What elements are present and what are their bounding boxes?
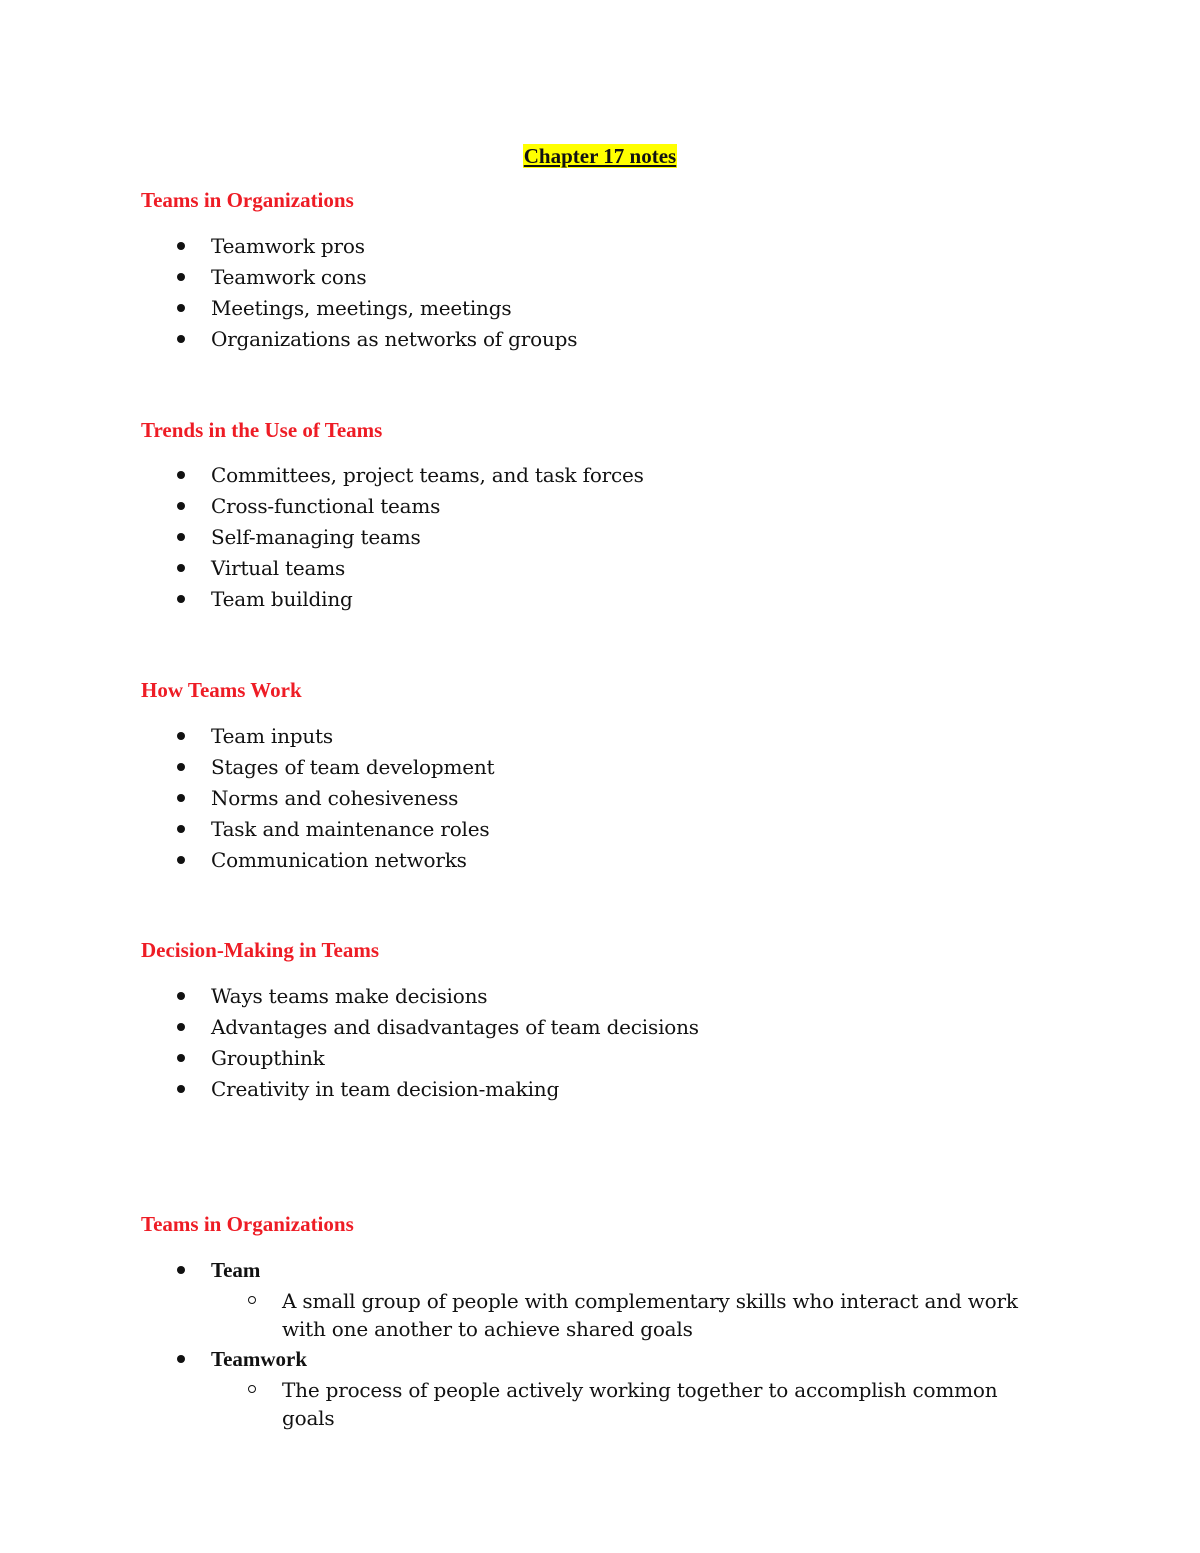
list-item: Teamwork cons <box>0 264 577 295</box>
bullet-icon <box>177 1266 185 1274</box>
bullet-icon <box>177 794 185 802</box>
list-item: Team building <box>0 586 644 617</box>
hollow-bullet-icon <box>248 1385 256 1393</box>
bullet-icon <box>177 856 185 864</box>
section-list-decision-making <box>0 983 699 1107</box>
bullet-icon <box>177 273 185 281</box>
bullet-icon <box>177 242 185 250</box>
bullet-icon <box>177 763 185 771</box>
definition-text: The process of people actively working together to accomplish common goals <box>0 1376 1042 1432</box>
bullet-icon <box>177 533 185 541</box>
bullet-icon <box>177 595 185 603</box>
bullet-icon <box>177 825 185 833</box>
list-item: Meetings, meetings, meetings <box>0 295 577 326</box>
list-item: Teamwork pros <box>0 233 577 264</box>
list-item: Organizations as networks of groups <box>0 326 577 357</box>
bullet-icon <box>177 304 185 312</box>
section-heading-decision-making: Decision-Making in Teams <box>141 938 380 962</box>
document-title <box>0 143 1200 169</box>
section-heading-how-teams-work: How Teams Work <box>141 678 302 702</box>
list-item: Advantages and disadvantages of team decisions <box>0 1014 699 1045</box>
list-item: Cross-functional teams <box>0 493 644 524</box>
bullet-icon <box>177 1023 185 1031</box>
list-item: Communication networks <box>0 847 494 878</box>
list-item: Creativity in team decision-making <box>0 1076 699 1107</box>
list-item: Team inputs <box>0 723 494 754</box>
list-item: Virtual teams <box>0 555 644 586</box>
section-list-trends <box>0 462 644 617</box>
bullet-icon <box>177 502 185 510</box>
definitions-list <box>0 1257 1042 1432</box>
bullet-icon <box>177 992 185 1000</box>
definition-term: Teamwork <box>0 1346 1042 1376</box>
list-item: Task and maintenance roles <box>0 816 494 847</box>
bullet-icon <box>177 1054 185 1062</box>
document-title-text: Chapter 17 notes <box>523 144 677 168</box>
hollow-bullet-icon <box>248 1296 256 1304</box>
definition-text: A small group of people with complementary skills who interact and work with one another to achieve shared goals <box>0 1287 1042 1343</box>
list-item: Norms and cohesiveness <box>0 785 494 816</box>
list-item: Stages of team development <box>0 754 494 785</box>
bullet-icon <box>177 1085 185 1093</box>
bullet-icon <box>177 471 185 479</box>
list-item: Committees, project teams, and task forces <box>0 462 644 493</box>
section-heading-trends: Trends in the Use of Teams <box>141 418 383 442</box>
definition-term: Team <box>0 1257 1042 1287</box>
bullet-icon <box>177 335 185 343</box>
section-list-how-teams-work <box>0 723 494 878</box>
list-item: Self-managing teams <box>0 524 644 555</box>
section-list-teams-in-organizations <box>0 233 577 357</box>
bullet-icon <box>177 732 185 740</box>
list-item: Groupthink <box>0 1045 699 1076</box>
list-item: Ways teams make decisions <box>0 983 699 1014</box>
bullet-icon <box>177 564 185 572</box>
section-heading-definitions: Teams in Organizations <box>141 1212 354 1236</box>
section-heading-teams-in-organizations: Teams in Organizations <box>141 188 354 212</box>
bullet-icon <box>177 1355 185 1363</box>
